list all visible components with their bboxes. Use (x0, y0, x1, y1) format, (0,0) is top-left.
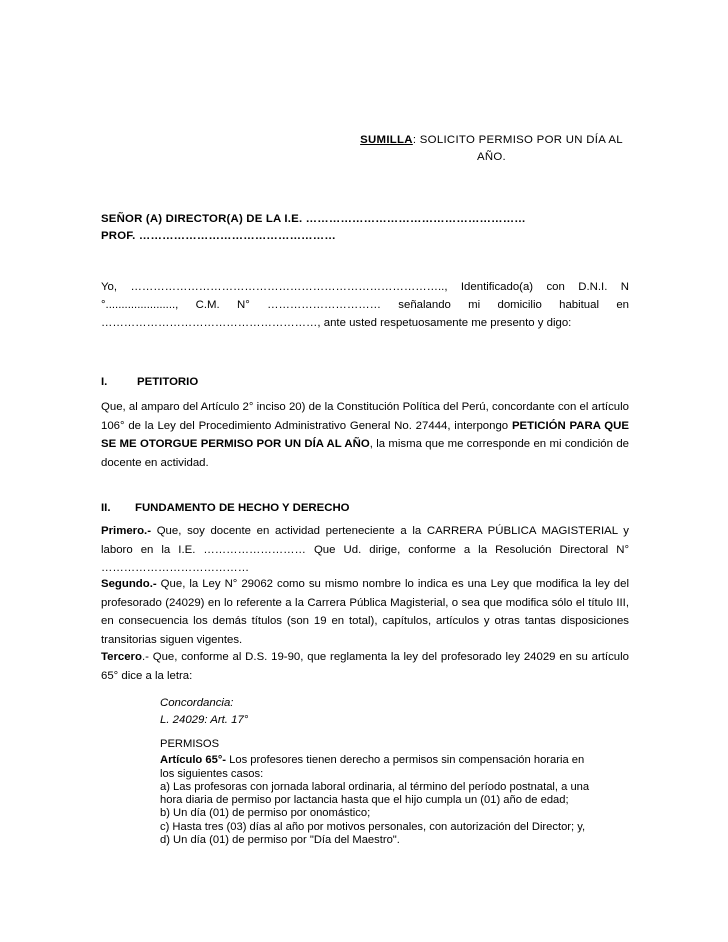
segundo-paragraph (101, 575, 629, 649)
permisos-article-line (160, 754, 630, 767)
primero-paragraph (101, 522, 629, 578)
section-2-number: II. (101, 502, 111, 514)
intro-paragraph (101, 278, 629, 332)
tercero-text: .- Que, conforme al D.S. 19-90, que reglamenta la ley del profesorado ley 24029 en su artículo 65° dice a la letra: (101, 651, 629, 682)
sumilla-line-2: AÑO. (476, 151, 507, 163)
segundo-label: Segundo.- (101, 578, 157, 590)
primero-text: Que, soy docente en actividad perteneciente a la CARRERA PÚBLICA MAGISTERIAL y laboro en la I.E. ……………………… Que Ud. dirige, conforme a la Resolución Directoral N° ………………………………… (101, 525, 629, 574)
concordancia-line-2: L. 24029: Art. 17° (160, 714, 249, 726)
tercero-label: Tercero (101, 651, 142, 663)
permisos-article-text: Los profesores tienen derecho a permisos sin compensación horaria en (226, 754, 585, 767)
sumilla-text: : SOLICITO PERMISO POR UN DÍA AL (412, 134, 623, 146)
permisos-line-5: b) Un día (01) de permiso por onomástico; (160, 807, 371, 820)
segundo-text: Que, la Ley N° 29062 como su mismo nombre lo indica es una Ley que modifica la ley del profesorado (24029) en lo referente a la Carrera Pública Magisterial, o sea que modifica sólo el título III, en consecuencia los demás títulos (son 19 en total), capítulos, artículos y otras tantas disposiciones transitorias siguen vigentes. (101, 578, 629, 646)
primero-label: Primero.- (101, 525, 152, 537)
intro-line-3: …………………………………………………, ante usted respetuosamente me presento y digo: (101, 317, 572, 329)
section-2-title: FUNDAMENTO DE HECHO Y DERECHO (135, 502, 350, 514)
tercero-paragraph (101, 648, 629, 685)
petitorio-paragraph (101, 398, 629, 472)
addressee-line-1: SEÑOR (A) DIRECTOR(A) DE LA I.E. ………………………………………………… (101, 213, 526, 225)
permisos-title: PERMISOS (160, 738, 220, 750)
petitorio-text-bold: PETICIÓN PARA QUE SE ME OTORGUE PERMISO POR UN DÍA AL AÑO (101, 419, 629, 450)
intro-line-1: Yo, ……………………………………………………………………….., Identificado(a) con D.N.I. N (101, 281, 629, 293)
permisos-line-2: los siguientes casos: (160, 767, 264, 780)
permisos-article-label: Artículo 65°- (160, 754, 227, 767)
sumilla-label: SUMILLA (360, 134, 413, 146)
addressee-line-2: PROF. …………………………………………… (101, 230, 336, 242)
permisos-line-4: hora diaria de permiso por lactancia hasta que el hijo cumpla un (01) año de edad; (160, 794, 569, 807)
addressee-block (101, 211, 629, 245)
concordancia-block (160, 695, 630, 729)
concordancia-line-1: Concordancia: (160, 697, 234, 709)
permisos-line-6: c) Hasta tres (03) días al año por motivos personales, con autorización del Director; y, (160, 820, 586, 833)
section-1-heading (101, 376, 629, 388)
permisos-line-7: d) Un día (01) de permiso por "Día del Maestro". (160, 834, 400, 847)
section-1-title: PETITORIO (137, 376, 199, 388)
intro-line-2: °......................, C.M. N° ………………………… señalando mi domicilio habitual en (101, 299, 629, 311)
petitorio-text-a: Que, al amparo del Artículo 2° inciso 20) de la Constitución Política del Perú, concordante con el artículo 106° de la Ley del Procedimiento Administrativo General No. 27444, interpongo (101, 401, 629, 432)
section-1-number: I. (101, 376, 108, 388)
petitorio-text-b: , la misma que me corresponde en mi condición de docente en actividad. (101, 438, 629, 469)
sumilla-block (354, 132, 629, 166)
section-2-heading (101, 502, 629, 514)
sumilla-line-1 (354, 132, 629, 149)
permisos-line-3: a) Las profesoras con jornada laboral ordinaria, al término del período postnatal, a una (160, 780, 590, 793)
permisos-block (160, 738, 630, 847)
